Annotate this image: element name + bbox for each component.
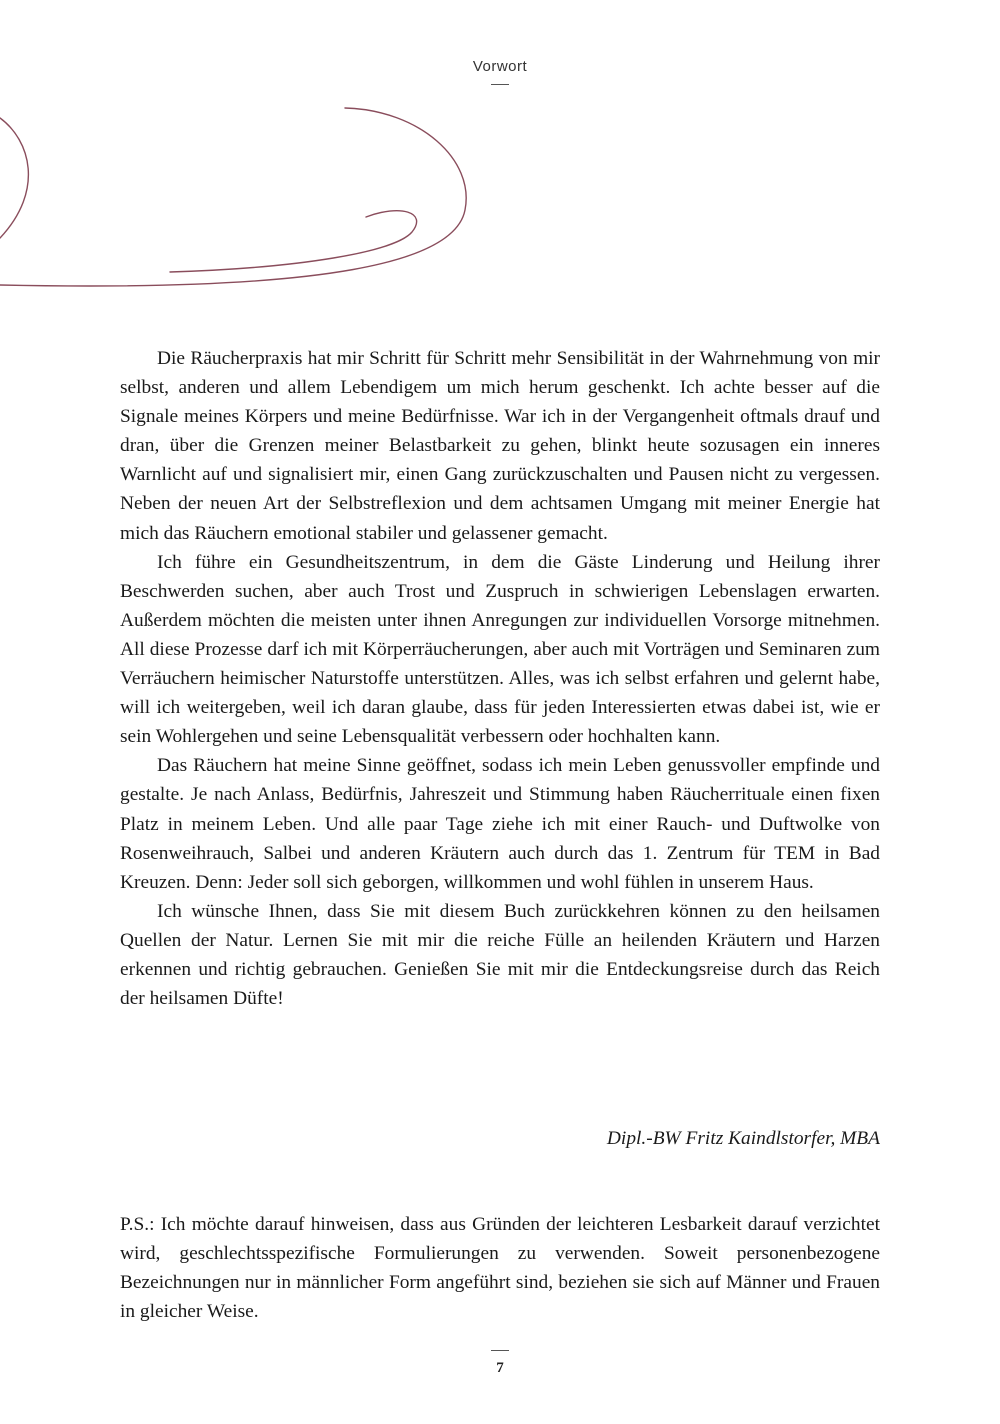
footer-rule [491,1350,509,1351]
ornament-inner-curl [170,211,417,272]
decorative-swirl-ornament [0,0,520,310]
author-signature: Dipl.-BW Fritz Kaindlstorfer, MBA [606,1128,880,1149]
foreword-body [120,344,880,1013]
paragraph-1: Die Räucherpraxis hat mir Schritt für Schritt mehr Sensibilität in der Wahrnehmung von mir selbst, anderen und allem Lebendigem um mich herum geschenkt. Ich achte besser auf die Signale meines Körpers und meine Bedürfnisse. War ich in der Vergangenheit oftmals drauf und dran, über die Grenzen meiner Belastbarkeit zu gehen, blinkt heute sozusagen ein inneres Warnlicht auf und signalisiert mir, einen Gang zurückzuschalten und Pausen nicht zu vergessen. Neben der neuen Art der Selbstreflexion und dem achtsamen Umgang mit meiner Energie hat mich das Räuchern emotional stabiler und gelassener gemacht. [120,348,880,544]
ornament-left-arc [0,118,28,238]
postscript: P.S.: Ich möchte darauf hinweisen, dass aus Gründen der leichteren Lesbarkeit darauf verzichtet wird, geschlechtsspezifische Formulierungen zu verwenden. Soweit personenbezogene Bezeichnungen nur in männlicher Form angeführt sind, beziehen sie sich auf Männer und Frauen in gleicher Weise. [120,1214,880,1323]
running-header: Vorwort [472,58,528,75]
paragraph-4: Ich wünsche Ihnen, dass Sie mit diesem Buch zurückkehren können zu den heilsamen Quellen der Natur. Lernen Sie mit mir die reiche Fülle an heilenden Kräutern und Harzen erkennen und richtig gebrauchen. Genießen Sie mit mir die Entdeckungsreise durch das Reich der heilsamen Düfte! [120,900,880,1010]
page-number: 7 [496,1360,504,1376]
paragraph-3: Das Räuchern hat meine Sinne geöffnet, sodass ich mein Leben genussvoller empfinde und gestalte. Je nach Anlass, Bedürfnis, Jahreszeit und Stimmung haben Räucherrituale einen fixen Platz in meinem Leben. Und alle paar Tage ziehe ich mit einer Rauch- und Duftwolke von Rosenweihrauch, Salbei und anderen Kräutern auch durch das 1. Zentrum für TEM in Bad Kreuzen. Denn: Jeder soll sich geborgen, willkommen und wohl fühlen in unserem Haus. [120,755,880,893]
ornament-large-sweep [0,108,466,286]
paragraph-2: Ich führe ein Gesundheitszentrum, in dem die Gäste Linderung und Heilung ihrer Beschwerden suchen, aber auch Trost und Zuspruch in schwierigen Lebenslagen erwarten. Außerdem möchten die meisten unter ihnen Anregungen zur individuellen Vorsorge mitnehmen. All diese Prozesse darf ich mit Körperräucherungen, aber auch mit Vorträgen und Seminaren zum Verräuchern heimischer Naturstoffe unterstützen. Alles, was ich selbst erfahren und gelernt habe, will ich weitergeben, weil ich daran glaube, dass für jeden Interessierten etwas dabei ist, wie er sein Wohlergehen und seine Lebensqualität verbessern oder hochhalten kann. [120,551,880,748]
